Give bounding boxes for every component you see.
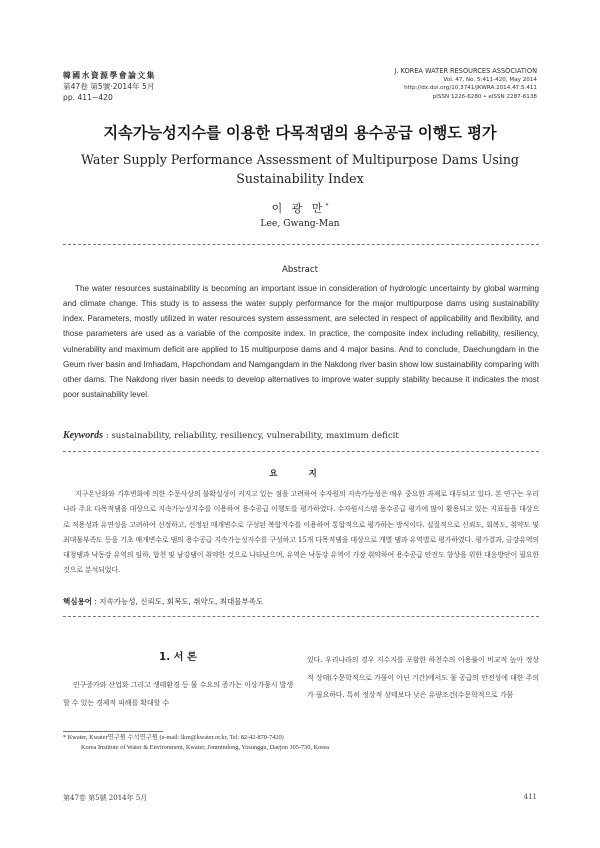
korean-keywords-separator: :: [94, 597, 100, 606]
footnote-line-address: Korea Institute of Water & Environment, Kwater, Jonmindong, Yosunggu, Daejon 305-730, Korea: [81, 744, 329, 752]
korean-keywords-text: 지속가능성, 신뢰도, 회복도, 취약도, 최대물부족도: [99, 597, 264, 606]
divider: [63, 244, 539, 245]
keywords-separator: :: [105, 431, 112, 441]
author-korean: [0, 200, 600, 216]
doi-link[interactable]: http://dx.doi.org/10.3741/JKWRA.2014.47.5.411: [404, 85, 537, 92]
korean-keywords-label: 핵심용어: [63, 597, 92, 606]
page-number: 411: [523, 793, 537, 801]
footnote-rule: [63, 731, 163, 732]
divider: [63, 451, 539, 452]
abstract-heading: Abstract: [281, 265, 319, 275]
journal-name-en: J. KOREA WATER RESOURCES ASSOCIATION: [394, 67, 537, 75]
journal-header-left: [63, 70, 156, 103]
footnote-line-affiliation: * Kwater, Kwater연구원 수석연구원 (e-mail: lkm@kwater.or.kr, Tel: 82-42-870-7420): [63, 734, 284, 741]
body-column-right: [307, 652, 539, 705]
korean-abstract-body: 지구온난화와 기후변화에 의한 수문사상의 불확실성이 커지고 있는 점을 고려하여 수자원의 지속가능성은 매우 중요한 과제로 대두되고 있다. 본 연구는 우리나라 주요 다목적댐을 대상으로 지속가능성지수를 이용하여 용수공급 이행도를 평가하였다. 수자원시스템 용수공급 평가에 많이 활용되고 있는 지표들을 대상으로 적용성과 유연성을 고려하여 선정하고, 선정된 매개변수로 구성된 복합지수를 이용하여 통합적으로 평가하는 방식이다. 실질적으로 신뢰도, 회복도, 취약도 및 최대물부족도 등을 기초 매개변수로 댐의 용수공급 지속가능성지수를 구성하고 15개 다목적댐을 대상으로 개별 댐과 유역별로 평가하였다. 평가결과, 금강유역의 대청댐과 낙동강 유역의 임하, 합천 및 남강댐이 취약한 것으로 나타났으며, 유역은 낙동강 유역이 가장 취약하여 용수공급 안전도 향상을 위한 대응방안이 필요한 것으로 분석되었다.: [63, 490, 539, 575]
journal-name-ko: 韓國水資源學會論文集: [63, 71, 156, 80]
keywords-label: Keywords: [63, 430, 103, 441]
footer-volume: 第47卷 第5號 2014年 5月: [63, 794, 148, 802]
author-footnote-mark: *: [325, 202, 329, 210]
author-english: Lee, Gwang-Man: [260, 218, 340, 229]
korean-keywords: [63, 596, 539, 607]
keywords-text: sustainability, reliability, resiliency, vulnerability, maximum deficit: [111, 431, 399, 441]
divider: [63, 616, 539, 617]
author-korean-name: 이 광 만: [271, 202, 326, 215]
body-column-left: [63, 648, 293, 712]
issn: pISSN 1226-6280 • eISSN 2287-6138: [432, 93, 537, 100]
title-english: Water Supply Performance Assessment of Multipurpose Dams Using Sustainability Index: [80, 152, 519, 186]
volume-info-ko: 第47卷 第5號·2014年 5月: [63, 82, 155, 91]
volume-info-en: Vol. 47, No. 5:411-420, May 2014: [443, 77, 537, 83]
korean-abstract-heading: 요 지: [269, 469, 331, 479]
title-korean: 지속가능성지수를 이용한 다목적댐의 용수공급 이행도 평가: [103, 124, 497, 142]
keywords: [63, 430, 539, 441]
intro-paragraph-right: 있다. 우리나라의 경우 지수지를 포함한 하천수의 이용률이 비교적 높아 정상적 상태(수문학적으로 가뭄이 아닌 기간)에서도 물 공급의 안전성에 대한 주의가 필요하다. 특히 정상적 상태보다 낮은 유량조건(수문학적으로 가뭄: [307, 656, 539, 699]
footnote: [63, 733, 539, 754]
page-range: pp. 411~420: [63, 93, 113, 102]
abstract-body: The water resources sustainability is becoming an important issue in consideration of hydrologic uncertainty by global warming and climate change. This study is to assess the water supply performance for the major multipurpose dams using sustainability index. Parameters, mostly utilized in water resources system assessment, are selected in respect of applicability and flexibility, and those parameters are used as a variable of the composite index. In practice, the composite index including reliability, resiliency, vulnerability and maximum deficit are applied to 15 multipurpose dams and 4 major basins. And to conclude, Daechungdam in the Geum river basin and Imhadam, Hapchondam and Namgangdam in the Nakdong river basin show low sustainability comparing with other dams. The Nakdong river basin needs to develop alternatives to improve water supply stability because it indicates the most poor sustainability level.: [63, 284, 539, 400]
journal-header-right: [394, 67, 537, 101]
section-heading-introduction: 1. 서 론: [159, 652, 197, 663]
intro-paragraph-left: 인구증가와 산업화 그리고 생태환경 등 물 수요의 증가는 이상가뭄시 발생할 수 있는 경제적 피해를 확대할 수: [63, 681, 293, 707]
